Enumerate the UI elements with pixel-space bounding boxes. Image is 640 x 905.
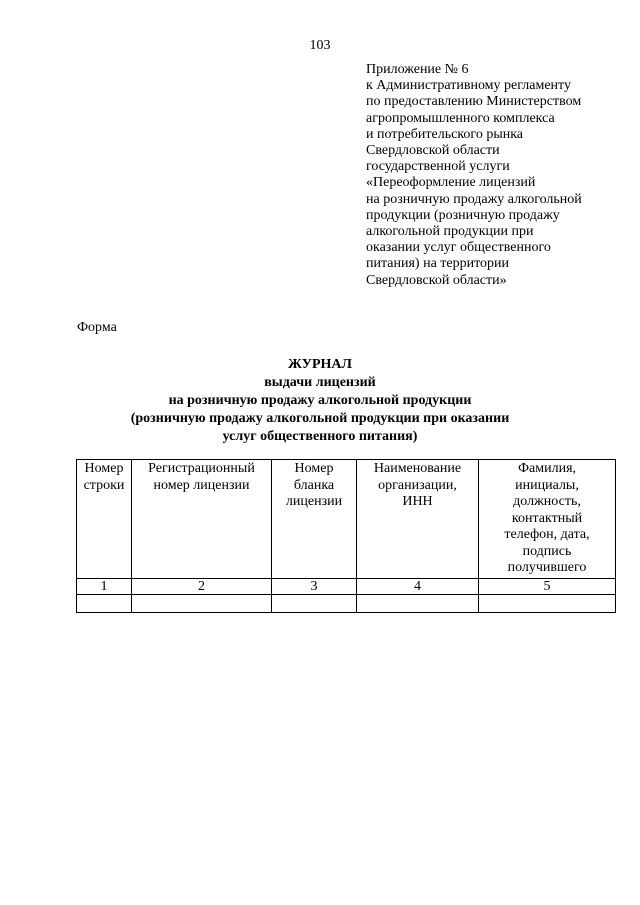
table-cell (479, 595, 616, 613)
appendix-line: на розничную продажу алкогольной (366, 191, 582, 207)
column-number: 2 (132, 579, 272, 595)
title-line: услуг общественного питания) (222, 429, 418, 444)
table-cell (132, 595, 272, 613)
page-number: 103 (309, 38, 331, 53)
form-label: Форма (77, 320, 117, 335)
title-heading: ЖУРНАЛ (288, 357, 352, 372)
appendix-note (366, 62, 628, 289)
appendix-line: Свердловской области (366, 143, 500, 159)
column-number: 4 (357, 579, 479, 595)
appendix-line: агропромышленного комплекса (366, 110, 555, 126)
table-cell (272, 595, 357, 613)
table-cell (77, 595, 132, 613)
appendix-line: к Административному регламенту (366, 78, 571, 94)
header-form-number: Номер бланка лицензии (272, 460, 357, 579)
appendix-line: Свердловской области» (366, 272, 507, 288)
appendix-line: государственной услуги (366, 159, 510, 175)
column-number: 3 (272, 579, 357, 595)
appendix-line: «Переоформление лицензий (366, 175, 536, 191)
appendix-line: оказании услуг общественного (366, 240, 551, 256)
header-organization-name: Наименование организации, ИНН (357, 460, 479, 579)
appendix-line: Приложение № 6 (366, 62, 469, 77)
table-header-row (77, 460, 616, 579)
header-registration-number: Регистрационный номер лицензии (132, 460, 272, 579)
journal-title (0, 356, 640, 446)
table-row (77, 595, 616, 613)
title-line: (розничную продажу алкогольной продукции при оказании (130, 411, 510, 426)
journal-table (76, 459, 616, 613)
title-line: на розничную продажу алкогольной продукции (168, 393, 472, 408)
appendix-line: питания) на территории (366, 256, 510, 272)
header-row-number: Номер строки (77, 460, 132, 579)
table-cell (357, 595, 479, 613)
header-recipient-info: Фамилия, инициалы, должность, контактный телефон, дата, подпись получившего (479, 460, 616, 579)
appendix-line: алкогольной продукции при (366, 224, 534, 240)
appendix-line: по предоставлению Министерством (366, 94, 582, 110)
appendix-line: продукции (розничную продажу (366, 207, 560, 223)
column-number: 1 (77, 579, 132, 595)
appendix-line: и потребительского рынка (366, 126, 524, 142)
column-number: 5 (479, 579, 616, 595)
title-line: выдачи лицензий (264, 375, 376, 390)
column-number-row (77, 579, 616, 595)
